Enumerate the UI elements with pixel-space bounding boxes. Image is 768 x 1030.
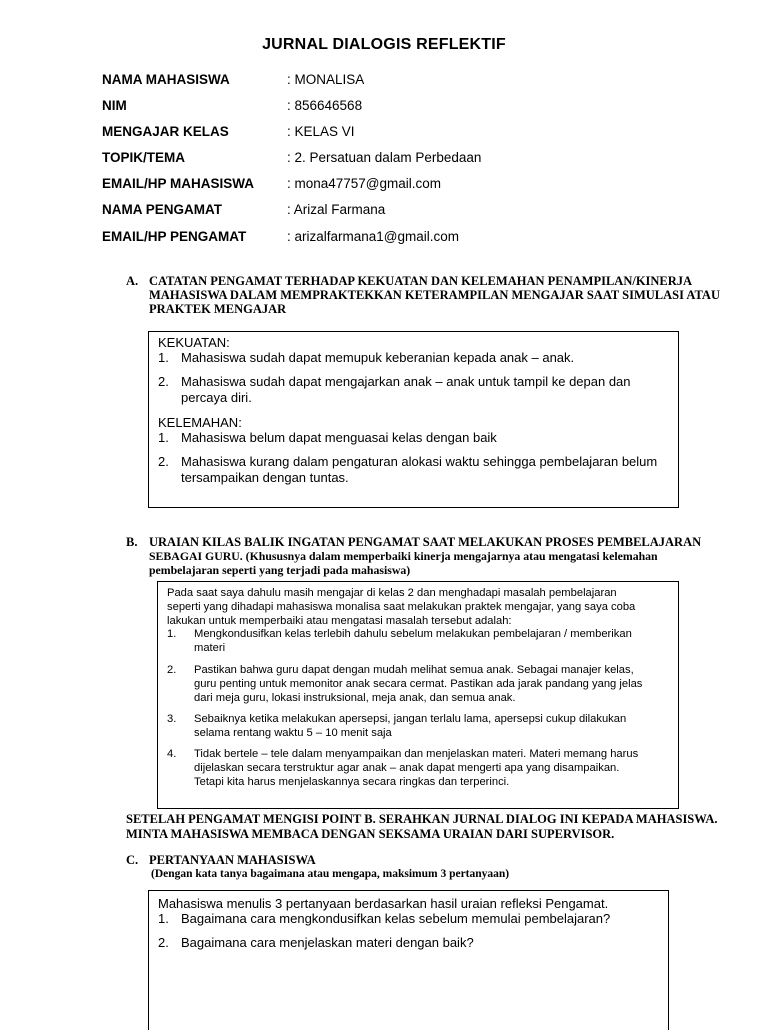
list-number: 3. — [167, 713, 177, 725]
list-number: 1. — [158, 911, 169, 926]
note-line: SETELAH PENGAMAT MENGISI POINT B. SERAHKAN JURNAL DIALOG INI KEPADA MAHASISWA. — [126, 812, 718, 826]
kekuatan-item — [181, 350, 671, 366]
info-value: : arizalfarmana1@gmail.com — [287, 229, 460, 244]
list-number: 4. — [167, 748, 177, 760]
question-item: Bagaimana cara menjelaskan materi dengan baik? — [181, 935, 474, 950]
intro-line: Pada saat saya dahulu masih mengajar di kelas 2 dan menghadapi masalah pembelajaran — [167, 587, 617, 599]
item-line: dijelaskan secara terstruktur agar anak – anak dapat mengerti apa yang disampaikan. — [194, 762, 620, 774]
intro-line: lakukan untuk memperbaiki atau mengatasi masalah tersebut adalah: — [167, 615, 512, 627]
subheading-line: (Dengan kata tanya bagaimana atau mengapa, maksimum 3 pertanyaan) — [151, 868, 510, 880]
item-line: Mengkondusifkan kelas terlebih dahulu sebelum melakukan pembelajaran / memberikan — [194, 628, 632, 640]
heading-line: PRAKTEK MENGAJAR — [149, 302, 287, 316]
item-line: Tetapi kita harus menjelaskannya secara ringkas dan terperinci. — [194, 776, 510, 788]
kekuatan-item — [181, 374, 671, 406]
info-label: EMAIL/HP MAHASISWA — [102, 176, 255, 191]
item-line: Mahasiswa sudah dapat memupuk keberanian kepada anak – anak. — [181, 350, 575, 365]
heading-line: pembelajaran seperti yang terjadi pada mahasiswa) — [149, 563, 411, 577]
item-line: percaya diri. — [181, 390, 252, 405]
info-value: : 856646568 — [287, 98, 363, 113]
intro-line: seperti yang dihadapi mahasiswa monalisa saat melakukan praktek mengajar, yang saya coba — [167, 601, 636, 613]
info-value: : MONALISA — [287, 72, 365, 87]
item-line: tersampaikan dengan tuntas. — [181, 470, 349, 485]
list-number: 1. — [158, 430, 169, 445]
kelemahan-item — [181, 430, 671, 446]
item-line: Sebaiknya ketika melakukan apersepsi, jangan terlalu lama, apersepsi cukup dilakukan — [194, 713, 627, 725]
section-a-box — [148, 331, 679, 508]
info-value: : KELAS VI — [287, 124, 355, 139]
section-c-box — [148, 890, 669, 1030]
list-number: 1. — [167, 628, 177, 640]
section-c-heading — [149, 853, 749, 881]
page-title: JURNAL DIALOGIS REFLEKTIF — [262, 36, 506, 53]
info-label: NAMA PENGAMAT — [102, 202, 222, 217]
note-line: MINTA MAHASISWA MEMBACA DENGAN SEKSAMA URAIAN DARI SUPERVISOR. — [126, 827, 615, 841]
item-line: materi — [194, 642, 226, 654]
heading-line: CATATAN PENGAMAT TERHADAP KEKUATAN DAN KELEMAHAN PENAMPILAN/KINERJA — [149, 274, 693, 288]
info-value: : Arizal Farmana — [287, 202, 386, 217]
list-number: 2. — [158, 454, 169, 469]
info-value: : 2. Persatuan dalam Perbedaan — [287, 150, 482, 165]
section-a-heading — [149, 274, 749, 316]
section-b-heading — [149, 535, 749, 577]
info-label: NIM — [102, 98, 127, 113]
heading-line: MAHASISWA DALAM MEMPRAKTEKKAN KETERAMPILAN MENGAJAR SAAT SIMULASI ATAU — [149, 288, 720, 302]
info-label: MENGAJAR KELAS — [102, 124, 229, 139]
section-b-box — [157, 581, 679, 809]
item-line: guru penting untuk memonitor anak secara cermat. Pastikan ada jarak pandang yang jelas — [194, 678, 643, 690]
item-line: Mahasiswa belum dapat menguasai kelas dengan baik — [181, 430, 497, 445]
item-line: Mahasiswa kurang dalam pengaturan alokasi waktu sehingga pembelajaran belum — [181, 454, 658, 469]
heading-line: PERTANYAAN MAHASISWA — [149, 853, 316, 867]
list-number: 2. — [167, 664, 177, 676]
item-line: Pastikan bahwa guru dapat dengan mudah melihat semua anak. Sebagai manajer kelas, — [194, 664, 634, 676]
section-b-letter: B. — [126, 535, 138, 549]
item-line: Mahasiswa sudah dapat mengajarkan anak – anak untuk tampil ke depan dan — [181, 374, 631, 389]
kelemahan-item — [181, 454, 676, 486]
heading-line: URAIAN KILAS BALIK INGATAN PENGAMAT SAAT MELAKUKAN PROSES PEMBELAJARAN — [149, 535, 702, 549]
question-item: Bagaimana cara mengkondusifkan kelas sebelum memulai pembelajaran? — [181, 911, 611, 926]
heading-line: SEBAGAI GURU. (Khususnya dalam memperbaiki kinerja mengajarnya atau mengatasi kelemahan — [149, 549, 658, 563]
item-line: Tidak bertele – tele dalam menyampaikan dan menjelaskan materi. Materi memang harus — [194, 748, 639, 760]
list-number: 2. — [158, 935, 169, 950]
questions-intro: Mahasiswa menulis 3 pertanyaan berdasarkan hasil uraian refleksi Pengamat. — [158, 896, 609, 911]
item-line: dari meja guru, lokasi instruksional, meja anak, dan semua anak. — [194, 692, 516, 704]
info-label: TOPIK/TEMA — [102, 150, 186, 165]
instruction-note — [126, 812, 756, 842]
list-number: 2. — [158, 374, 169, 389]
section-c-letter: C. — [126, 853, 139, 867]
kekuatan-label: KEKUATAN: — [158, 335, 230, 350]
kelemahan-label: KELEMAHAN: — [158, 415, 242, 430]
list-number: 1. — [158, 350, 169, 365]
section-a-letter: A. — [126, 274, 139, 288]
info-label: EMAIL/HP PENGAMAT — [102, 229, 247, 244]
item-line: selama rentang waktu 5 – 10 menit saja — [194, 727, 392, 739]
info-label: NAMA MAHASISWA — [102, 72, 230, 87]
info-value: : mona47757@gmail.com — [287, 176, 442, 191]
